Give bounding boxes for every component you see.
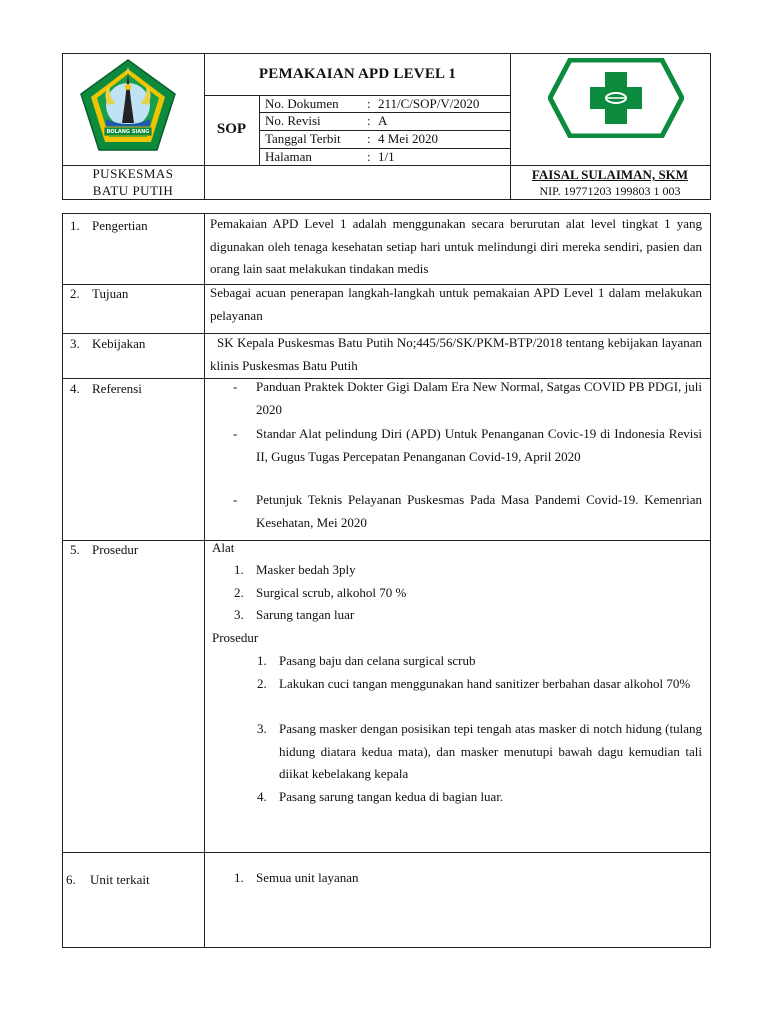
label-tujuan: Tujuan <box>92 286 129 301</box>
org-name-line1: PUSKESMAS <box>92 166 174 181</box>
label-prosedur: Prosedur <box>92 542 139 557</box>
org-name-line2: BATU PUTIH <box>92 183 174 198</box>
text-pengertian: Pemakaian APD Level 1 adalah menggunakan secara berurutan alat level tingkat 1 yang digunakan oleh tenaga kesehatan setiap hari untuk melindungi diri mereka sendiri, pasien dan orang lain saat melakukan tindakan medis <box>210 216 702 277</box>
alat-heading: Alat <box>212 540 235 555</box>
label-pengertian: Pengertian <box>92 218 148 233</box>
sop-label: SOP <box>216 121 247 137</box>
document-title: PEMAKAIAN APD LEVEL 1 <box>258 66 457 82</box>
puskesmas-logo <box>548 58 684 138</box>
label-referensi: Referensi <box>92 381 142 396</box>
regional-emblem-logo <box>78 57 178 153</box>
label-unit-terkait: Unit terkait <box>90 872 150 887</box>
text-kebijakan: SK Kepala Puskesmas Batu Putih No;445/56/SK/PKM-BTP/2018 tentang kebijakan layanan klinis Puskesmas Batu Putih <box>210 335 702 373</box>
prosedur-heading: Prosedur <box>212 630 259 645</box>
signer-nip: NIP. 19771203 199803 1 003 <box>539 184 681 198</box>
label-kebijakan: Kebijakan <box>92 336 146 351</box>
signer-name: FAISAL SULAIMAN, SKM <box>531 167 689 182</box>
emblem-motto: BOLANG SIANG <box>106 129 150 135</box>
text-tujuan: Sebagai acuan penerapan langkah-langkah untuk pemakaian APD Level 1 dalam melakukan pelayanan <box>210 285 702 323</box>
